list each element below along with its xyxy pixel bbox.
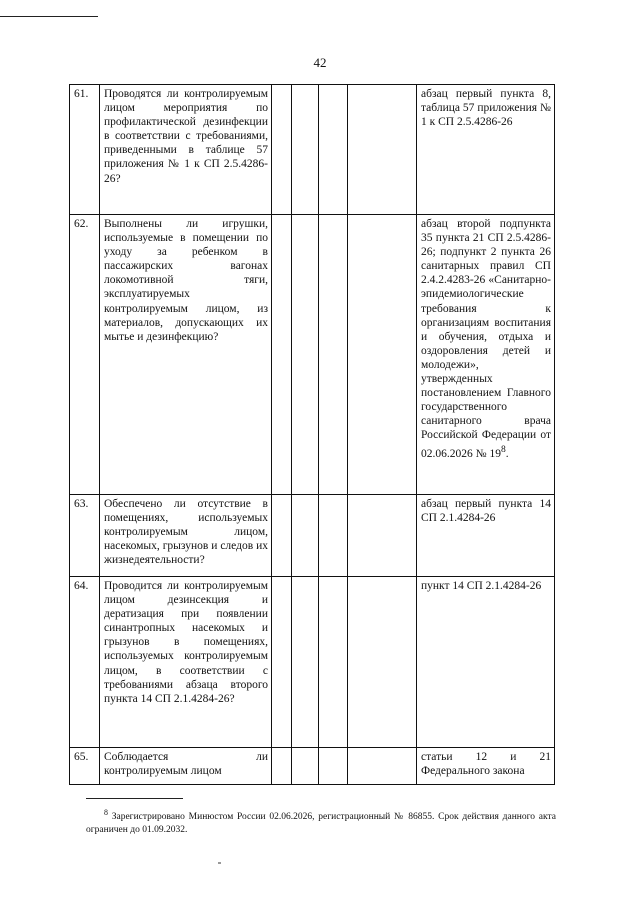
comment-cell bbox=[348, 215, 417, 495]
comment-cell bbox=[348, 495, 417, 577]
footnote-number: 8 bbox=[104, 808, 108, 817]
comment-cell bbox=[348, 577, 417, 748]
answer-yes-cell bbox=[272, 495, 292, 577]
comment-cell bbox=[348, 748, 417, 785]
answer-na-cell bbox=[319, 748, 348, 785]
footnote-rule bbox=[86, 798, 183, 799]
page-number: 42 bbox=[313, 55, 327, 70]
answer-na-cell bbox=[319, 215, 348, 495]
footnote bbox=[86, 806, 556, 837]
checklist-table bbox=[69, 84, 555, 785]
question-text: Выполнены ли игрушки, используемые в помещении по уходу за ребенком в пассажирских вагонах локомотивной тяги, эксплуатируемых контролируемым лицом, из материалов, допускающих их мытье и дезинфекцию? bbox=[100, 215, 272, 495]
row-number: 63. bbox=[70, 495, 100, 577]
answer-no-cell bbox=[292, 85, 319, 215]
legal-reference: абзац второй подпункта 35 пункта 21 СП 2.5.4286-26; подпункт 2 пункта 26 санитарных правил СП 2.4.2.4283-26 «Санитарно-эпидемиологические требования к организациям воспитания и обучения, отдыха и оздоровления детей и молодежи», утвержденных постановлением Главного государственного санитарного врача Российской Федерации от 02.06.2026 № $19^8$. bbox=[417, 215, 555, 495]
table-row bbox=[70, 748, 555, 785]
answer-na-cell bbox=[319, 577, 348, 748]
answer-yes-cell bbox=[272, 215, 292, 495]
question-text: Проводится ли контролируемым лицом дезинсекция и дератизация при появлении синантропных насекомых и грызунов в помещениях, используемых контролируемым лицом, в соответствии с требованиями абзаца второго пункта 14 СП 2.1.4284-26? bbox=[100, 577, 272, 748]
legal-reference: статьи 12 и 21 Федерального закона bbox=[417, 748, 555, 785]
legal-reference: абзац первый пункта 14 СП 2.1.4284-26 bbox=[417, 495, 555, 577]
comment-cell bbox=[348, 85, 417, 215]
answer-yes-cell bbox=[272, 748, 292, 785]
table-row bbox=[70, 85, 555, 215]
table-row bbox=[70, 495, 555, 577]
row-number: 65. bbox=[70, 748, 100, 785]
answer-yes-cell bbox=[272, 577, 292, 748]
row-number: 61. bbox=[70, 85, 100, 215]
footnote-marker: 8 bbox=[500, 443, 506, 455]
answer-no-cell bbox=[292, 577, 319, 748]
question-text: Соблюдается ли контролируемым лицом bbox=[100, 748, 272, 785]
footnote-text: Зарегистрировано Минюстом России 02.06.2026, регистрационный № 86855. Срок действия данного акта ограничен до 01.09.2032. bbox=[86, 812, 556, 836]
answer-no-cell bbox=[292, 748, 319, 785]
answer-na-cell bbox=[319, 85, 348, 215]
top-rule bbox=[0, 16, 98, 17]
answer-no-cell bbox=[292, 215, 319, 495]
row-number: 64. bbox=[70, 577, 100, 748]
legal-reference: абзац первый пункта 8, таблица 57 приложения № 1 к СП 2.5.4286-26 bbox=[417, 85, 555, 215]
answer-yes-cell bbox=[272, 85, 292, 215]
question-text: Проводятся ли контролируемым лицом мероприятия по профилактической дезинфекции в соответствии с требованиями, приведенными в таблице 57 приложения № 1 к СП 2.5.4286-26? bbox=[100, 85, 272, 215]
scan-speck bbox=[218, 862, 221, 864]
table-row bbox=[70, 577, 555, 748]
question-text: Обеспечено ли отсутствие в помещениях, используемых контролируемым лицом, насекомых, грызунов и следов их жизнедеятельности? bbox=[100, 495, 272, 577]
legal-reference-text: абзац второй подпункта 35 пункта 21 СП 2.5.4286-26; подпункт 2 пункта 26 санитарных правил СП 2.4.2.4283-26 «Санитарно-эпидемиологические требования к организациям воспитания и обучения, отдыха и оздоровления детей и молодежи», утвержденных постановлением Главного государственного санитарного врача Российской Федерации от 02.06.2026 № 19 bbox=[421, 218, 551, 460]
legal-reference: пункт 14 СП 2.1.4284-26 bbox=[417, 577, 555, 748]
answer-na-cell bbox=[319, 495, 348, 577]
row-number: 62. bbox=[70, 215, 100, 495]
answer-no-cell bbox=[292, 495, 319, 577]
table-row bbox=[70, 215, 555, 495]
